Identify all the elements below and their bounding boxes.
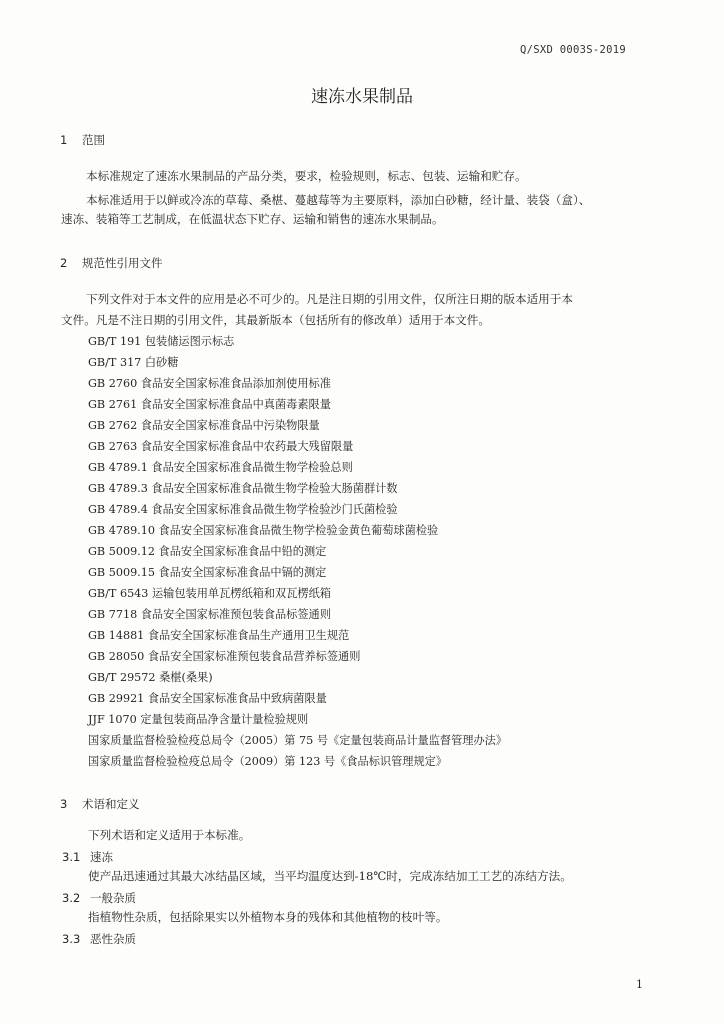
reference-item: GB 5009.12 食品安全国家标准食品中铅的测定 [88, 545, 327, 558]
term-3-1-heading [62, 850, 113, 864]
section-3-heading [60, 797, 140, 811]
section-title: 规范性引用文件 [82, 256, 163, 270]
document-title: 速冻水果制品 [311, 87, 413, 107]
term-3-1-definition: 使产品迅速通过其最大冰结晶区域，当平均温度达到-18℃时，完成冻结加工工艺的冻结方法。 [88, 869, 572, 883]
term-3-2-heading [62, 891, 136, 905]
section-1-heading [60, 133, 105, 147]
section-number: 1 [60, 133, 68, 147]
scope-paragraph-2-line-1: 本标准适用于以鲜或冷冻的草莓、桑椹、蔓越莓等为主要原料，添加白砂糖，经计量、装袋（盒）、 [86, 193, 591, 207]
section-title: 范围 [82, 133, 105, 147]
term-title: 一般杂质 [90, 891, 136, 905]
reference-item: GB 29921 食品安全国家标准食品中致病菌限量 [88, 692, 327, 705]
reference-item: GB/T 6543 运输包装用单瓦楞纸箱和双瓦楞纸箱 [88, 587, 331, 600]
reference-item: GB 5009.15 食品安全国家标准食品中镉的测定 [88, 566, 327, 579]
section-number: 3 [60, 797, 68, 811]
reference-item: 国家质量监督检验检疫总局令（2005）第 75 号《定量包装商品计量监督管理办法》 [88, 734, 508, 747]
reference-item: GB 4789.3 食品安全国家标准食品微生物学检验大肠菌群计数 [88, 482, 398, 495]
reference-item: GB 2762 食品安全国家标准食品中污染物限量 [88, 419, 320, 432]
reference-item: GB 2760 食品安全国家标准食品添加剂使用标准 [88, 377, 331, 390]
term-title: 恶性杂质 [90, 932, 136, 946]
reference-item: GB/T 29572 桑椹(桑果) [88, 671, 213, 684]
reference-item: GB/T 317 白砂糖 [88, 356, 179, 369]
reference-item: GB 2763 食品安全国家标准食品中农药最大残留限量 [88, 440, 354, 453]
term-number: 3.1 [62, 850, 81, 864]
reference-item: GB 14881 食品安全国家标准食品生产通用卫生规范 [88, 629, 350, 642]
reference-item: JJF 1070 定量包装商品净含量计量检验规则 [88, 713, 309, 726]
reference-item: GB/T 191 包装储运图示标志 [88, 335, 235, 348]
terms-intro: 下列术语和定义适用于本标准。 [88, 828, 251, 842]
normative-intro-line-2: 文件。凡是不注日期的引用文件，其最新版本（包括所有的修改单）适用于本文件。 [61, 313, 490, 327]
normative-intro-line-1: 下列文件对于本文件的应用是必不可少的。凡是注日期的引用文件，仅所注日期的版本适用于本 [86, 292, 573, 306]
reference-item: 国家质量监督检验检疫总局令（2009）第 123 号《食品标识管理规定》 [88, 755, 448, 768]
term-number: 3.2 [62, 891, 81, 905]
reference-item: GB 2761 食品安全国家标准食品中真菌毒素限量 [88, 398, 331, 411]
page-number: 1 [636, 978, 643, 991]
reference-item: GB 4789.4 食品安全国家标准食品微生物学检验沙门氏菌检验 [88, 503, 398, 516]
reference-item: GB 7718 食品安全国家标准预包装食品标签通则 [88, 608, 331, 621]
term-3-2-definition: 指植物性杂质，包括除果实以外植物本身的残体和其他植物的枝叶等。 [88, 910, 448, 924]
reference-item: GB 4789.10 食品安全国家标准食品微生物学检验金黄色葡萄球菌检验 [88, 524, 439, 537]
term-title: 速冻 [90, 850, 113, 864]
scope-paragraph-2-line-2: 速冻、装箱等工艺制成，在低温状态下贮存、运输和销售的速冻水果制品。 [61, 212, 444, 226]
term-number: 3.3 [62, 932, 81, 946]
document-number: Q/SXD 0003S-2019 [520, 44, 626, 56]
section-number: 2 [60, 256, 68, 270]
reference-item: GB 4789.1 食品安全国家标准食品微生物学检验总则 [88, 461, 353, 474]
section-2-heading [60, 256, 163, 270]
section-title: 术语和定义 [82, 797, 140, 811]
term-3-3-heading [62, 932, 136, 946]
scope-paragraph-1: 本标准规定了速冻水果制品的产品分类，要求，检验规则，标志、包装、运输和贮存。 [86, 169, 527, 183]
reference-item: GB 28050 食品安全国家标准预包装食品营养标签通则 [88, 650, 361, 663]
